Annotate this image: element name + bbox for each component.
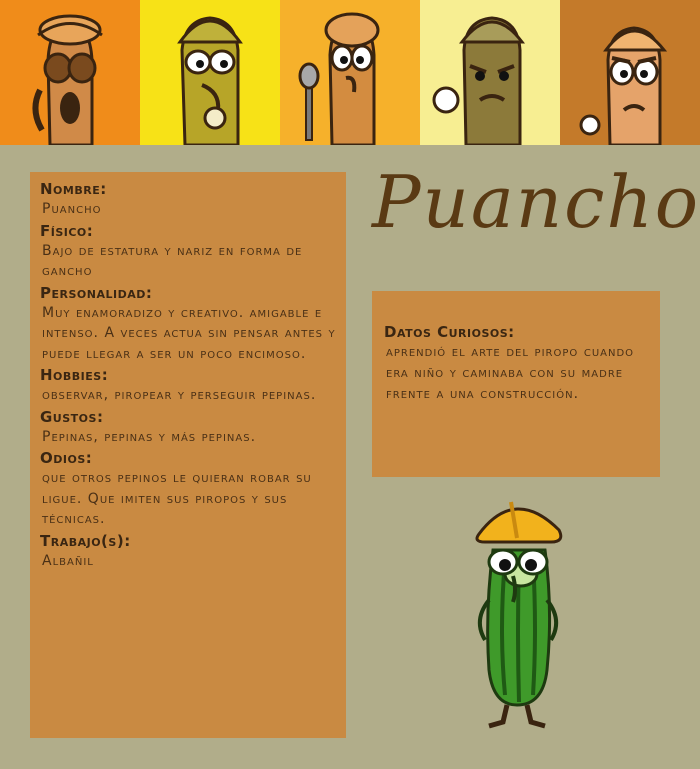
sneaky-cucumber-icon: [140, 0, 280, 145]
cucumber-with-shovel-icon: [280, 0, 420, 145]
value-personalidad: Muy enamoradizo y creativo. amigable e intenso. A veces actua sin pensar antes y puede llegar a ser un poco encimoso.: [42, 304, 336, 362]
label-hobbies: Hobbies:: [40, 366, 109, 384]
value-gustos: Pepinas, pepinas y más pepinas.: [42, 428, 257, 445]
label-gustos: Gustos:: [40, 407, 104, 426]
value-odios: que otros pepinos le quieran robar su ligue. Que imiten sus piropos y sus técnicas.: [42, 470, 312, 527]
label-nombre: Nombre:: [40, 180, 107, 198]
profile-card: [30, 172, 346, 738]
panel-angry: [420, 0, 560, 145]
frowning-cucumber-icon: [560, 0, 700, 145]
label-fisico: Físico:: [40, 221, 94, 240]
value-trabajo: Albañil: [42, 552, 94, 569]
value-nombre: Puancho: [42, 201, 102, 217]
crying-cucumber-icon: [0, 0, 140, 145]
label-datos-curiosos: Datos Curiosos:: [384, 323, 515, 341]
curious-facts-card: [372, 291, 660, 477]
angry-cucumber-icon: [420, 0, 560, 145]
panel-crying: [0, 0, 140, 145]
panel-sneaky: [140, 0, 280, 145]
label-personalidad: Personalidad:: [40, 283, 153, 302]
value-hobbies: observar, piropear y perseguir pepinas.: [42, 387, 317, 403]
label-trabajo: Trabajo(s):: [40, 531, 131, 550]
value-fisico: Bajo de estatura y nariz en forma de gancho: [42, 242, 303, 279]
panel-frowning: [560, 0, 700, 145]
page-title: Puancho: [372, 160, 700, 244]
value-datos-curiosos: aprendió el arte del piropo cuando era niño y caminaba con su madre frente a una construcción.: [386, 344, 635, 402]
header-strip: [0, 0, 700, 145]
cucumber-hardhat-mascot-icon: [455, 490, 585, 735]
label-odios: Odios:: [40, 449, 93, 467]
panel-shovel: [280, 0, 420, 145]
